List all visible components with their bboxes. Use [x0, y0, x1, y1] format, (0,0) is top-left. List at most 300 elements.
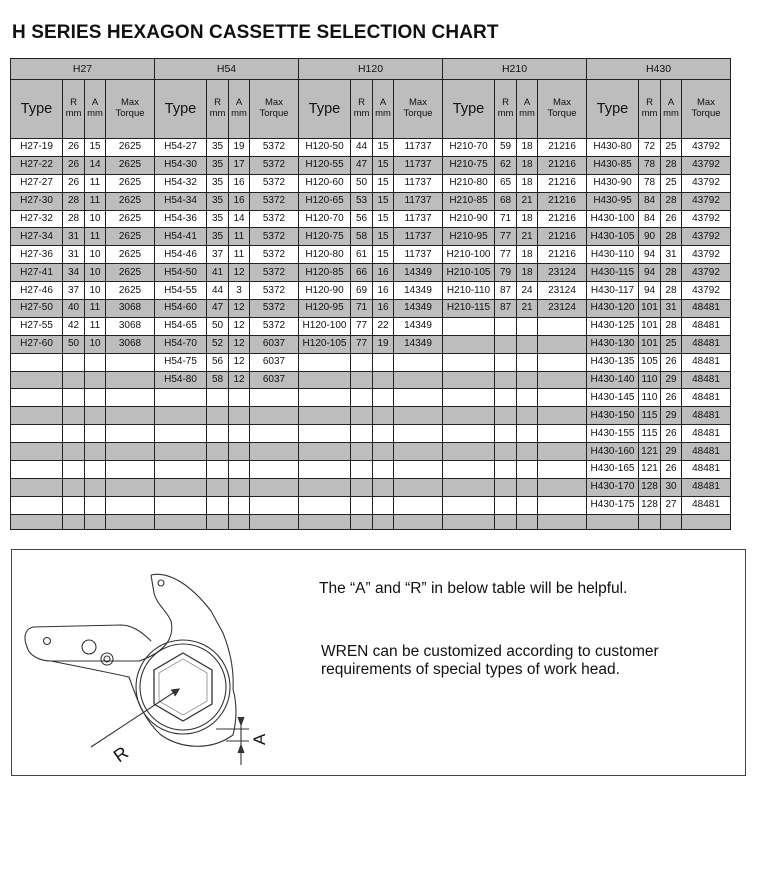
r-cell: 41 [207, 264, 229, 282]
torque-cell [394, 353, 443, 371]
torque-header-line2: Torque [115, 108, 145, 119]
a-header-label: A [91, 97, 99, 109]
a-cell: 22 [373, 317, 394, 335]
a-cell: 12 [229, 353, 250, 371]
r-cell [351, 514, 373, 529]
type-cell: H210-110 [443, 282, 495, 300]
r-cell: 34 [63, 264, 85, 282]
r-cell: 56 [351, 210, 373, 228]
torque-cell: 5372 [250, 228, 299, 246]
torque-cell: 21216 [538, 246, 587, 264]
a-cell [229, 425, 250, 443]
r-cell: 62 [495, 156, 517, 174]
r-cell: 87 [495, 282, 517, 300]
a-cell: 16 [373, 264, 394, 282]
torque-cell: 23124 [538, 282, 587, 300]
r-cell: 35 [207, 192, 229, 210]
torque-cell [394, 389, 443, 407]
r-cell: 79 [495, 264, 517, 282]
torque-cell: 11737 [394, 174, 443, 192]
torque-cell [538, 353, 587, 371]
a-cell [517, 443, 538, 461]
r-cell: 58 [351, 228, 373, 246]
a-cell [85, 478, 106, 496]
type-header: Type [299, 80, 351, 139]
a-cell: 11 [229, 246, 250, 264]
r-cell: 110 [639, 389, 661, 407]
a-cell [229, 514, 250, 529]
r-cell: 84 [639, 210, 661, 228]
table-row [11, 407, 731, 425]
torque-cell: 21216 [538, 228, 587, 246]
type-cell [155, 425, 207, 443]
torque-cell: 2625 [106, 246, 155, 264]
type-cell: H120-60 [299, 174, 351, 192]
type-cell: H27-60 [11, 335, 63, 353]
a-cell [373, 425, 394, 443]
torque-cell: 43792 [682, 139, 731, 157]
a-cell: 26 [661, 353, 682, 371]
torque-cell [250, 496, 299, 514]
r-cell: 77 [351, 317, 373, 335]
torque-cell [106, 461, 155, 479]
r-cell: 28 [63, 210, 85, 228]
torque-cell: 3068 [106, 317, 155, 335]
r-cell [63, 443, 85, 461]
torque-cell: 21216 [538, 139, 587, 157]
torque-header [538, 80, 587, 139]
r-cell [351, 371, 373, 389]
torque-cell: 21216 [538, 156, 587, 174]
r-cell [63, 389, 85, 407]
torque-cell: 5372 [250, 192, 299, 210]
type-cell [443, 371, 495, 389]
a-cell: 21 [517, 192, 538, 210]
type-cell [155, 496, 207, 514]
r-cell: 72 [639, 139, 661, 157]
r-cell [63, 407, 85, 425]
r-header [63, 80, 85, 139]
a-cell: 10 [85, 210, 106, 228]
a-cell: 18 [517, 264, 538, 282]
torque-cell [106, 425, 155, 443]
r-cell [351, 353, 373, 371]
series-name: H54 [155, 59, 299, 80]
type-cell: H54-32 [155, 174, 207, 192]
r-cell [207, 407, 229, 425]
torque-cell [394, 496, 443, 514]
r-cell [495, 425, 517, 443]
type-cell: H430-135 [587, 353, 639, 371]
table-row [11, 139, 731, 157]
a-cell [517, 371, 538, 389]
table-row [11, 317, 731, 335]
type-cell [11, 461, 63, 479]
torque-cell [538, 371, 587, 389]
type-cell: H120-95 [299, 300, 351, 318]
r-cell: 35 [207, 228, 229, 246]
type-cell [299, 389, 351, 407]
torque-cell [538, 443, 587, 461]
a-cell: 25 [661, 174, 682, 192]
r-cell [351, 389, 373, 407]
selection-table [10, 58, 731, 530]
type-cell [299, 496, 351, 514]
a-cell [229, 461, 250, 479]
r-cell: 94 [639, 282, 661, 300]
a-cell [517, 353, 538, 371]
a-cell [661, 514, 682, 529]
torque-header [106, 80, 155, 139]
torque-cell: 11737 [394, 246, 443, 264]
type-cell [155, 514, 207, 529]
r-cell [351, 407, 373, 425]
table-row [11, 282, 731, 300]
type-cell: H54-70 [155, 335, 207, 353]
a-cell [85, 371, 106, 389]
type-cell [155, 407, 207, 425]
r-cell: 31 [63, 228, 85, 246]
table-row [11, 300, 731, 318]
torque-cell [394, 514, 443, 529]
torque-cell [394, 443, 443, 461]
r-cell: 110 [639, 371, 661, 389]
table-row [11, 478, 731, 496]
a-cell: 17 [229, 156, 250, 174]
torque-cell [394, 461, 443, 479]
torque-cell: 48481 [682, 496, 731, 514]
a-cell: 30 [661, 478, 682, 496]
r-cell [495, 335, 517, 353]
a-cell: 15 [373, 174, 394, 192]
a-cell: 10 [85, 282, 106, 300]
torque-cell: 43792 [682, 174, 731, 192]
torque-cell: 43792 [682, 210, 731, 228]
type-cell [155, 389, 207, 407]
a-cell [517, 407, 538, 425]
r-cell: 78 [639, 174, 661, 192]
r-cell [351, 496, 373, 514]
type-cell: H54-34 [155, 192, 207, 210]
type-cell: H54-75 [155, 353, 207, 371]
type-cell: H430-105 [587, 228, 639, 246]
type-cell: H210-75 [443, 156, 495, 174]
a-cell: 10 [85, 246, 106, 264]
type-cell: H120-70 [299, 210, 351, 228]
r-cell [63, 371, 85, 389]
torque-cell [106, 514, 155, 529]
torque-cell [538, 407, 587, 425]
torque-header-line2: Torque [403, 108, 433, 119]
a-cell [373, 389, 394, 407]
series-name: H120 [299, 59, 443, 80]
r-cell: 121 [639, 443, 661, 461]
a-label: A [250, 733, 269, 745]
type-header: Type [443, 80, 495, 139]
r-cell: 56 [207, 353, 229, 371]
a-cell: 18 [517, 174, 538, 192]
r-cell: 42 [63, 317, 85, 335]
r-cell: 28 [63, 192, 85, 210]
type-cell: H430-130 [587, 335, 639, 353]
series-name: H430 [587, 59, 731, 80]
type-cell: H27-50 [11, 300, 63, 318]
type-cell: H27-27 [11, 174, 63, 192]
type-cell: H54-46 [155, 246, 207, 264]
type-cell [11, 496, 63, 514]
r-cell: 61 [351, 246, 373, 264]
r-header [639, 80, 661, 139]
torque-cell [106, 478, 155, 496]
type-cell: H120-55 [299, 156, 351, 174]
r-header-label: R [502, 97, 509, 109]
type-cell: H54-60 [155, 300, 207, 318]
a-cell: 14 [85, 156, 106, 174]
type-cell: H27-34 [11, 228, 63, 246]
type-cell [11, 443, 63, 461]
type-cell: H430-145 [587, 389, 639, 407]
r-cell [63, 461, 85, 479]
a-cell [229, 443, 250, 461]
a-cell: 21 [517, 228, 538, 246]
a-cell [373, 353, 394, 371]
r-cell [207, 389, 229, 407]
type-cell [155, 461, 207, 479]
r-cell: 77 [495, 228, 517, 246]
a-unit: mm [663, 108, 679, 119]
a-cell: 31 [661, 300, 682, 318]
table-row [11, 192, 731, 210]
type-cell: H27-41 [11, 264, 63, 282]
a-cell [517, 496, 538, 514]
torque-header [682, 80, 731, 139]
r-cell [495, 514, 517, 529]
r-cell [207, 461, 229, 479]
type-cell [443, 443, 495, 461]
r-cell: 128 [639, 496, 661, 514]
r-header-label: R [214, 97, 221, 109]
type-cell: H27-32 [11, 210, 63, 228]
a-cell: 12 [229, 335, 250, 353]
a-cell: 31 [661, 246, 682, 264]
r-cell: 121 [639, 461, 661, 479]
torque-cell [106, 443, 155, 461]
torque-cell: 43792 [682, 156, 731, 174]
r-cell [495, 407, 517, 425]
torque-cell [394, 407, 443, 425]
table-row [11, 246, 731, 264]
torque-cell [394, 478, 443, 496]
a-cell: 19 [373, 335, 394, 353]
torque-cell [106, 407, 155, 425]
r-header [207, 80, 229, 139]
a-cell: 15 [373, 228, 394, 246]
a-cell [373, 443, 394, 461]
torque-cell: 5372 [250, 174, 299, 192]
r-header [351, 80, 373, 139]
a-cell: 15 [373, 192, 394, 210]
a-header-label: A [667, 97, 675, 109]
type-cell [299, 371, 351, 389]
torque-cell: 43792 [682, 192, 731, 210]
type-cell [443, 389, 495, 407]
r-cell: 59 [495, 139, 517, 157]
type-cell [443, 461, 495, 479]
r-cell: 37 [63, 282, 85, 300]
type-cell [155, 443, 207, 461]
r-unit: mm [353, 108, 370, 119]
torque-cell: 2625 [106, 174, 155, 192]
a-cell: 16 [229, 192, 250, 210]
r-cell [495, 496, 517, 514]
r-header [495, 80, 517, 139]
a-cell [85, 407, 106, 425]
r-cell: 26 [63, 174, 85, 192]
a-cell [85, 425, 106, 443]
r-cell: 50 [207, 317, 229, 335]
column-header-row [11, 80, 731, 139]
a-cell: 29 [661, 371, 682, 389]
a-cell: 21 [517, 300, 538, 318]
type-cell: H120-100 [299, 317, 351, 335]
r-cell [207, 425, 229, 443]
type-cell: H54-50 [155, 264, 207, 282]
torque-cell: 3068 [106, 300, 155, 318]
torque-cell: 2625 [106, 228, 155, 246]
a-cell: 26 [661, 461, 682, 479]
type-cell [11, 353, 63, 371]
a-cell [517, 317, 538, 335]
r-cell: 31 [63, 246, 85, 264]
a-cell: 26 [661, 210, 682, 228]
type-cell: H430-150 [587, 407, 639, 425]
a-cell: 10 [85, 264, 106, 282]
r-cell [495, 478, 517, 496]
r-cell: 35 [207, 156, 229, 174]
type-cell [587, 514, 639, 529]
torque-cell: 14349 [394, 264, 443, 282]
torque-cell: 48481 [682, 407, 731, 425]
torque-cell: 11737 [394, 228, 443, 246]
a-cell [517, 425, 538, 443]
a-cell: 26 [661, 389, 682, 407]
a-cell: 29 [661, 407, 682, 425]
r-unit: mm [641, 108, 658, 119]
type-cell [443, 353, 495, 371]
r-cell: 105 [639, 353, 661, 371]
type-cell: H54-55 [155, 282, 207, 300]
a-cell [373, 371, 394, 389]
type-cell [155, 478, 207, 496]
a-cell: 28 [661, 317, 682, 335]
torque-cell: 2625 [106, 282, 155, 300]
a-cell: 11 [85, 174, 106, 192]
a-cell: 28 [661, 192, 682, 210]
type-cell: H430-90 [587, 174, 639, 192]
a-cell: 25 [661, 139, 682, 157]
series-header-row [11, 59, 731, 80]
r-cell: 115 [639, 425, 661, 443]
r-cell [207, 514, 229, 529]
a-cell: 10 [85, 335, 106, 353]
torque-header-line2: Torque [547, 108, 577, 119]
a-cell [373, 407, 394, 425]
type-header: Type [155, 80, 207, 139]
a-cell [517, 389, 538, 407]
a-cell: 26 [661, 425, 682, 443]
type-cell [11, 407, 63, 425]
a-cell: 11 [85, 300, 106, 318]
torque-cell [538, 496, 587, 514]
r-cell [495, 371, 517, 389]
r-cell: 71 [351, 300, 373, 318]
type-cell: H54-36 [155, 210, 207, 228]
help-note: The “A” and “R” in below table will be helpful. [319, 580, 628, 597]
a-cell: 15 [373, 139, 394, 157]
torque-cell: 11737 [394, 210, 443, 228]
a-cell: 18 [517, 246, 538, 264]
type-cell: H210-100 [443, 246, 495, 264]
a-cell [373, 461, 394, 479]
torque-header-line1: Max [553, 97, 571, 109]
torque-cell [250, 389, 299, 407]
r-cell: 69 [351, 282, 373, 300]
a-header-label: A [523, 97, 531, 109]
type-cell: H210-90 [443, 210, 495, 228]
type-cell: H120-80 [299, 246, 351, 264]
torque-cell: 48481 [682, 353, 731, 371]
r-cell [63, 353, 85, 371]
type-cell: H27-19 [11, 139, 63, 157]
type-cell [299, 425, 351, 443]
a-cell: 16 [373, 300, 394, 318]
type-cell: H120-50 [299, 139, 351, 157]
torque-cell [394, 371, 443, 389]
type-cell [443, 514, 495, 529]
r-cell: 44 [351, 139, 373, 157]
a-cell: 15 [373, 210, 394, 228]
type-cell [11, 425, 63, 443]
a-cell: 15 [373, 246, 394, 264]
torque-cell: 48481 [682, 461, 731, 479]
torque-cell: 5372 [250, 300, 299, 318]
torque-cell [538, 425, 587, 443]
type-cell: H54-41 [155, 228, 207, 246]
torque-header-line1: Max [697, 97, 715, 109]
a-cell: 11 [85, 317, 106, 335]
torque-header [394, 80, 443, 139]
r-cell: 94 [639, 246, 661, 264]
a-header [517, 80, 538, 139]
torque-cell [538, 478, 587, 496]
type-cell: H430-155 [587, 425, 639, 443]
r-cell: 58 [207, 371, 229, 389]
a-cell: 15 [373, 156, 394, 174]
torque-header-line1: Max [121, 97, 139, 109]
type-cell: H430-175 [587, 496, 639, 514]
torque-cell: 48481 [682, 425, 731, 443]
a-cell: 28 [661, 156, 682, 174]
torque-cell [682, 514, 731, 529]
type-cell [11, 389, 63, 407]
a-cell [85, 514, 106, 529]
table-row [11, 210, 731, 228]
a-header-label: A [235, 97, 243, 109]
r-cell: 50 [351, 174, 373, 192]
table-row [11, 353, 731, 371]
torque-cell: 14349 [394, 300, 443, 318]
r-cell: 40 [63, 300, 85, 318]
